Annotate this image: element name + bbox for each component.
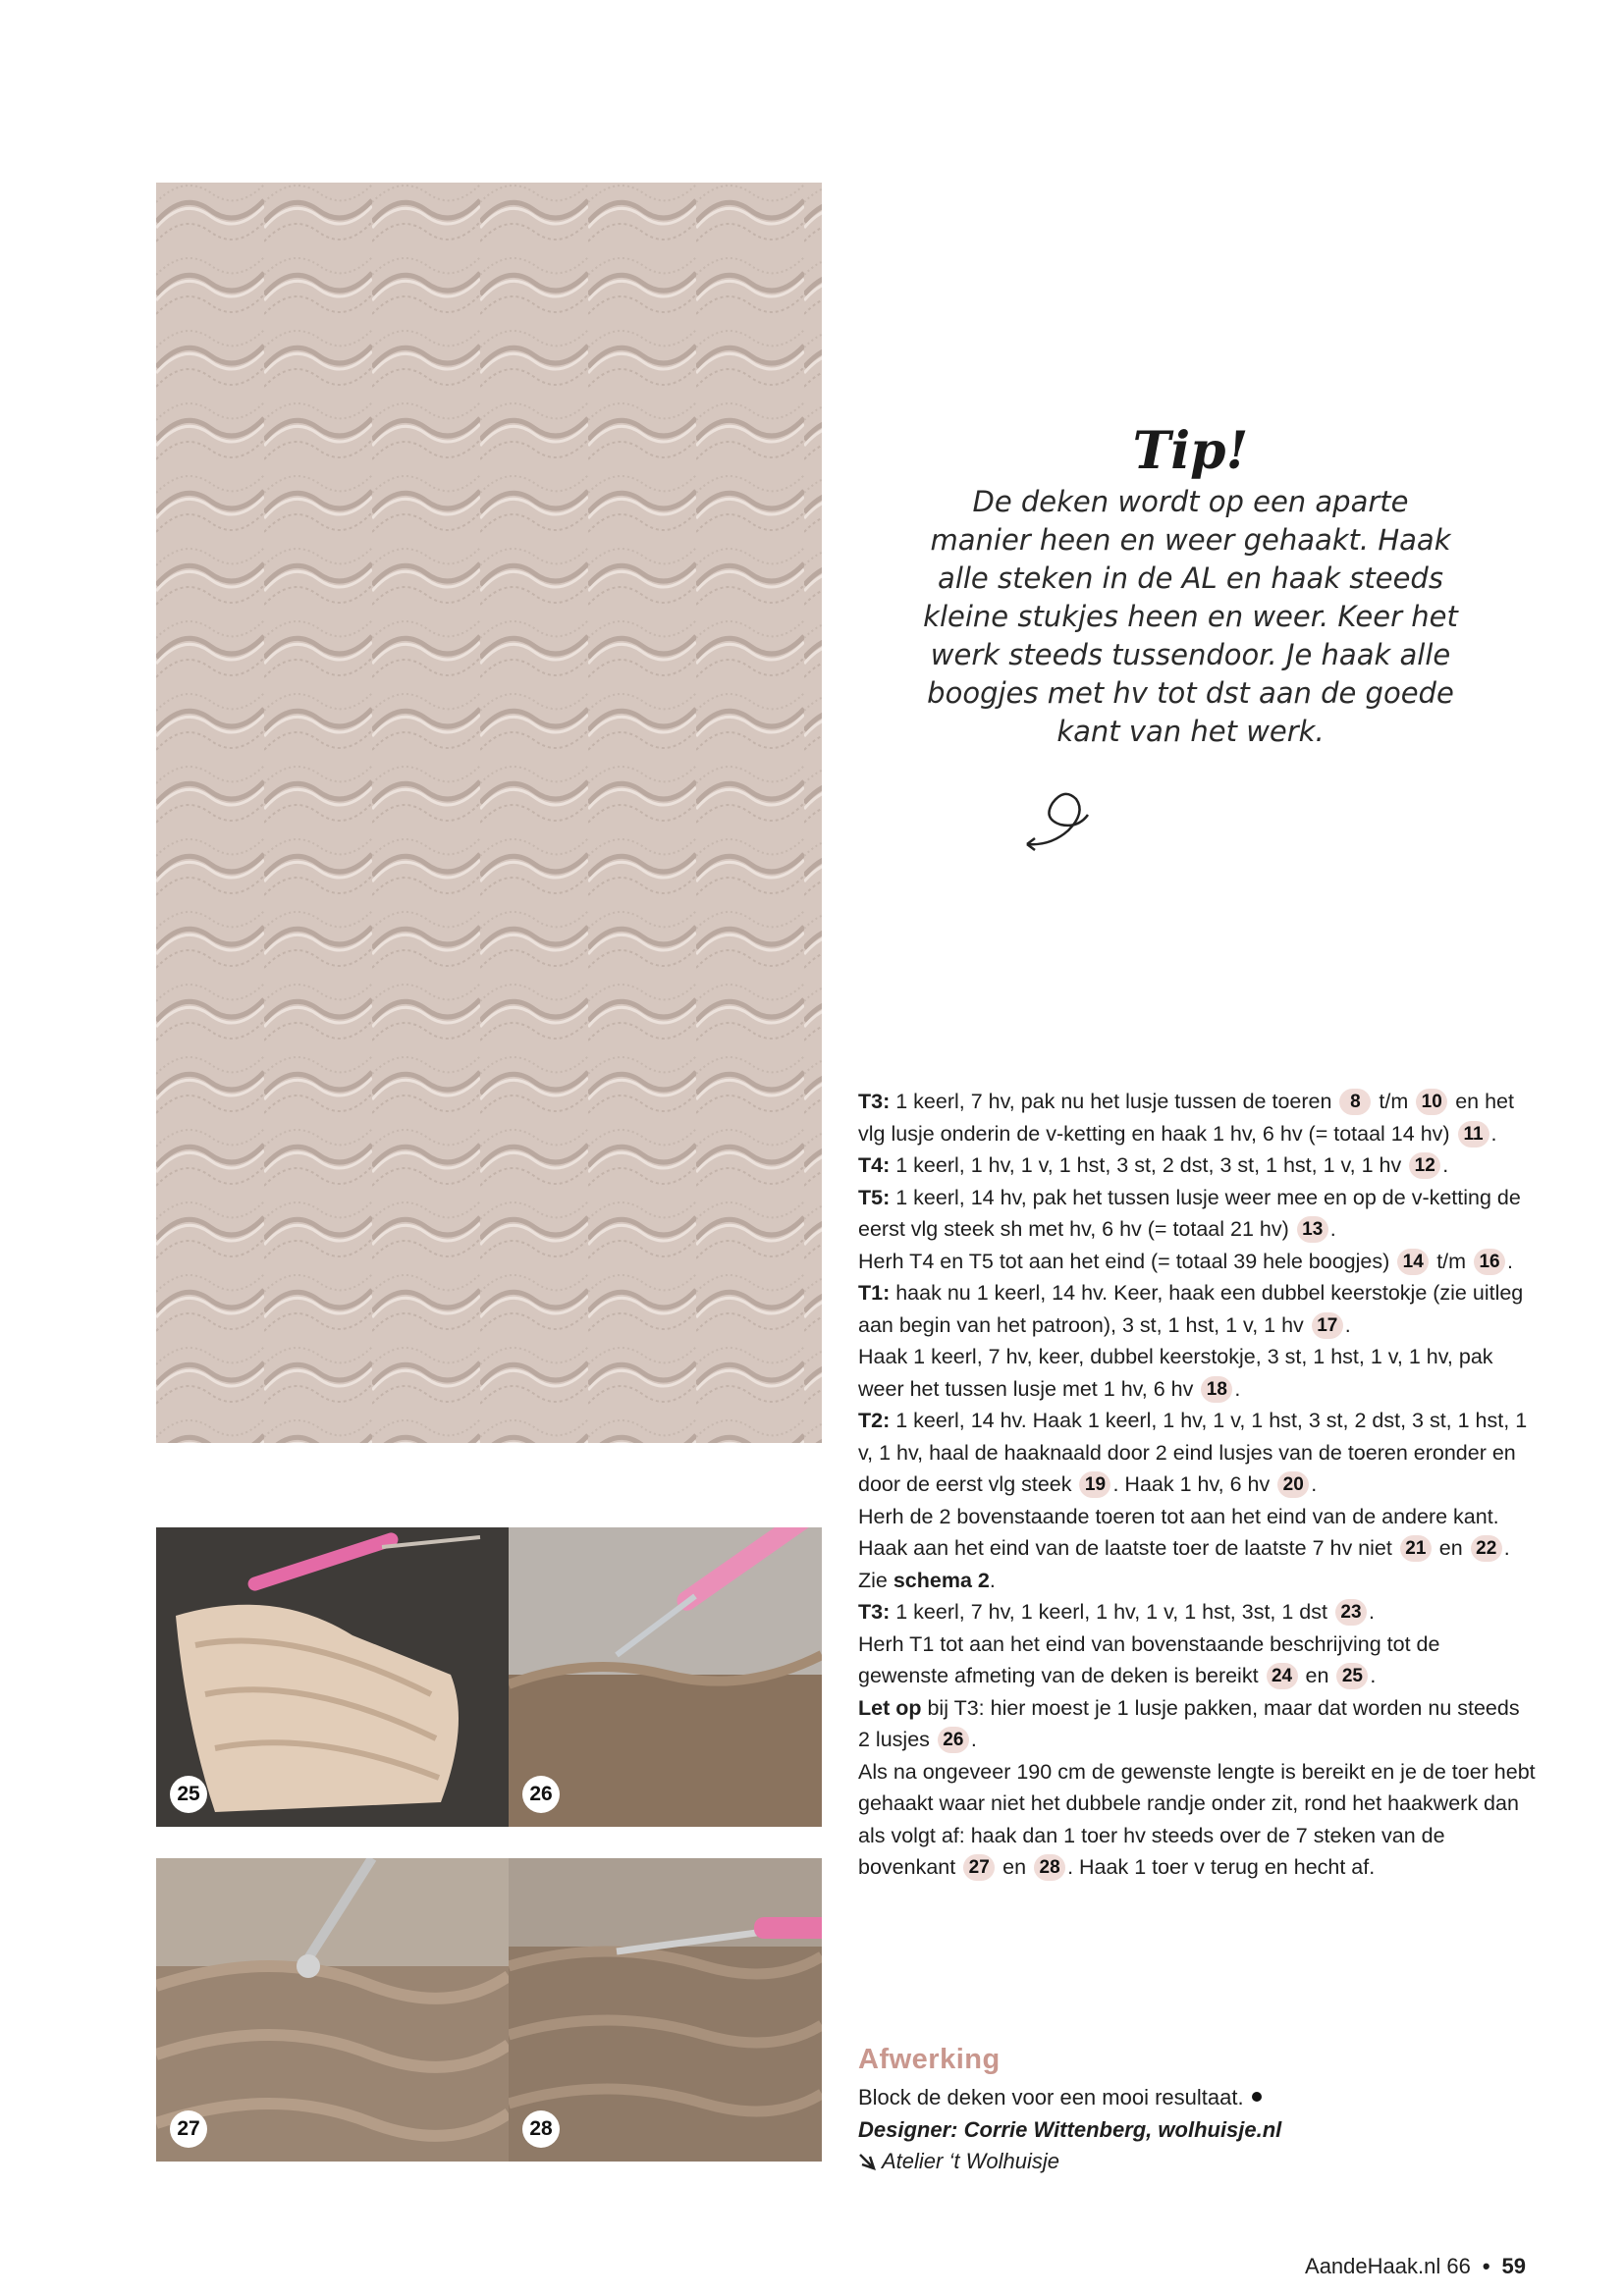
instruction-haak: Haak 1 keerl, 7 hv, keer, dubbel keerstokje, 3 st, 1 hst, 1 v, 1 hv, pak weer het tussen lusje met 1 hv, 6 hv 18 . (858, 1345, 1493, 1401)
step-badge: 21 (1400, 1535, 1432, 1562)
magazine-name: AandeHaak.nl 66 (1305, 2254, 1471, 2278)
step-badge: 11 (1458, 1121, 1489, 1148)
atelier-credit: Atelier ‘t Wolhuisje (858, 2146, 1536, 2178)
step-photo-25 (156, 1527, 509, 1827)
step-badge: 12 (1409, 1152, 1440, 1179)
page-footer (1305, 2254, 1526, 2279)
step-badge: 24 (1267, 1663, 1298, 1689)
tip-body: De deken wordt op een aparte manier heen en weer gehaakt. Haak alle steken in de AL en haak steeds kleine stukjes heen en weer. Keer het werk steeds tussendoor. Je haak alle boogjes met hv tot dst aan de goede kant van het werk. (923, 485, 1458, 748)
step-badge: 10 (1416, 1089, 1447, 1115)
step-badge: 16 (1474, 1249, 1505, 1275)
end-bullet-icon (1252, 2092, 1262, 2102)
afwerking-heading: Afwerking (858, 2044, 1001, 2075)
blanket-texture-photo (156, 183, 822, 1443)
instruction-t1: T1: haak nu 1 keerl, 14 hv. Keer, haak een dubbel keerstokje (zie uitleg aan begin van het patroon), 3 st, 1 hst, 1 v, 1 hv 17 . (858, 1281, 1524, 1337)
step-badge: 8 (1339, 1089, 1371, 1115)
photo-number-27: 27 (170, 2110, 207, 2148)
step-badge: 23 (1335, 1599, 1367, 1626)
instructions-text (858, 1086, 1536, 1884)
photo-number-28: 28 (522, 2110, 560, 2148)
step-photo-26 (509, 1527, 822, 1827)
step-badge: 22 (1471, 1535, 1502, 1562)
step-badge: 25 (1336, 1663, 1368, 1689)
tip-title: Tip! (1132, 421, 1249, 481)
step-badge: 17 (1312, 1312, 1343, 1339)
instruction-t3-second: T3: 1 keerl, 7 hv, 1 keerl, 1 hv, 1 v, 1 hst, 3st, 1 dst 23 . (858, 1600, 1375, 1624)
step-photo-28 (509, 1858, 822, 2162)
instruction-herh-3: Herh T1 tot aan het eind van bovenstaande beschrijving tot de gewenste afmeting van de deken is bereikt 24 en 25 . (858, 1631, 1440, 1687)
photo-number-25: 25 (170, 1776, 207, 1813)
instruction-t5: T5: 1 keerl, 14 hv, pak het tussen lusje weer mee en op de v-ketting de eerst vlg steek sh met hv, 6 hv (= totaal 21 hv) 13 . (858, 1185, 1521, 1241)
instruction-t2: T2: 1 keerl, 14 hv. Haak 1 keerl, 1 hv, 1 v, 1 hst, 3 st, 2 dst, 3 st, 1 hst, 1 v, 1 hv, haal de haaknaald door 2 eind lusjes van de toeren eronder en door de eerst vlg steek 19 . Haak 1 hv, 6 hv 20 . (858, 1409, 1528, 1496)
instruction-herh-1: Herh T4 en T5 tot aan het eind (= totaal 39 hele boogjes) 14 t/m 16 . (858, 1249, 1514, 1273)
step-badge: 28 (1034, 1854, 1065, 1881)
instruction-t4: T4: 1 keerl, 1 hv, 1 v, 1 hst, 3 st, 2 dst, 3 st, 1 hst, 1 v, 1 hv 12 . (858, 1153, 1449, 1177)
instruction-t3: T3: 1 keerl, 7 hv, pak nu het lusje tussen de toeren 8 t/m 10 en het vlg lusje onderin de v-ketting en haak 1 hv, 6 hv (= totaal 14 hv) 11 . (858, 1090, 1514, 1146)
step-badge: 19 (1079, 1471, 1110, 1498)
crochet-hook-icon (858, 2153, 878, 2170)
step-badge: 27 (963, 1854, 995, 1881)
step-photo-27 (156, 1858, 509, 2162)
photo-number-26: 26 (522, 1776, 560, 1813)
step-badge: 13 (1297, 1216, 1328, 1243)
step-badge: 20 (1277, 1471, 1309, 1498)
afwerking-section (858, 2082, 1536, 2178)
swirl-arrow-icon (1021, 785, 1095, 859)
step-badge: 18 (1201, 1376, 1232, 1403)
tip-box (903, 422, 1478, 751)
instruction-herh-2: Herh de 2 bovenstaande toeren tot aan het eind van de andere kant. Haak aan het eind van de laatste toer de laatste 7 hv niet 21 en 22 . Zie schema 2. (858, 1504, 1510, 1592)
instruction-als: Als na ongeveer 190 cm de gewenste lengte is bereikt en je de toer hebt gehaakt waar niet het dubbele randje onder zit, rond het haakwerk dan als volgt af: haak dan 1 toer hv steeds over de 7 steken van de bovenkant 27 en 28 . Haak 1 toer v terug en hecht af. (858, 1759, 1536, 1879)
footer-separator: • (1482, 2254, 1490, 2278)
afwerking-text: Block de deken voor een mooi resultaat. (858, 2082, 1536, 2114)
step-badge: 14 (1397, 1249, 1429, 1275)
designer-credit: Designer: Corrie Wittenberg, wolhuisje.nl (858, 2116, 1282, 2142)
step-badge: 26 (938, 1727, 969, 1753)
instruction-let-op: Let op bij T3: hier moest je 1 lusje pakken, maar dat worden nu steeds 2 lusjes 26 . (858, 1695, 1520, 1751)
page-number: 59 (1501, 2254, 1526, 2278)
